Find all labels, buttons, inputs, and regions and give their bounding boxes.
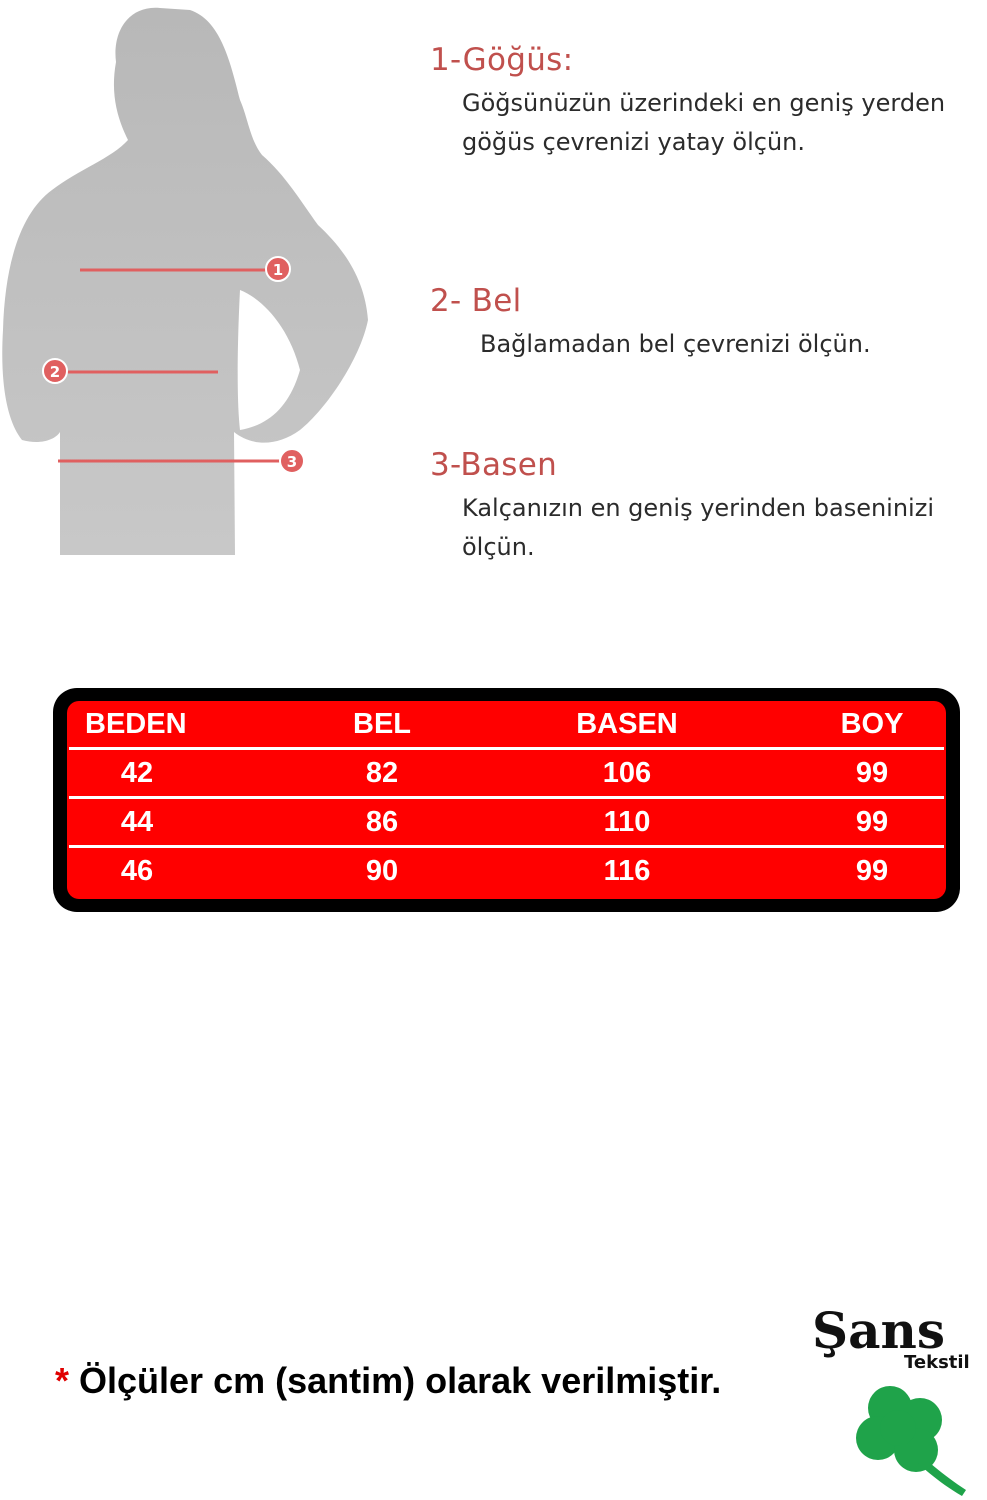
guide-waist-text: [480, 325, 985, 364]
cell-size: 44: [120, 805, 154, 838]
cell-length: 99: [855, 756, 889, 789]
units-note: [55, 1360, 721, 1402]
guide-hip-line-1: Kalçanızın en geniş yerinden baseninizi: [462, 494, 934, 522]
table-row: [67, 750, 946, 796]
body-silhouette-figure: [0, 0, 390, 570]
cell-waist: 86: [365, 805, 399, 838]
header-boy: BOY: [840, 707, 904, 740]
cell-size: 42: [120, 756, 154, 789]
logo-name: Şans: [812, 1301, 946, 1360]
marker-3-label: 3: [286, 453, 298, 471]
guide-hip: [430, 447, 967, 567]
cell-waist: 90: [365, 854, 399, 887]
guide-hip-line-2: ölçün.: [462, 533, 535, 561]
guide-chest-text: [462, 84, 967, 162]
marker-3: [280, 449, 304, 473]
note-text: Ölçüler cm (santim) olarak verilmiştir.: [79, 1360, 722, 1401]
cell-waist: 82: [365, 756, 399, 789]
guide-waist: [430, 283, 985, 364]
table-header-row: [67, 701, 946, 747]
table-row: [67, 848, 946, 894]
guide-hip-title: 3-Basen: [430, 447, 558, 483]
guide-chest: [430, 42, 967, 162]
sans-tekstil-logo: [808, 1300, 987, 1500]
header-basen: BASEN: [576, 707, 678, 740]
table-row: [67, 799, 946, 845]
guide-chest-title: 1-Göğüs:: [430, 42, 574, 78]
guide-waist-title: 2- Bel: [430, 283, 522, 319]
marker-1-label: 1: [272, 261, 284, 279]
silhouette-shape: [2, 8, 368, 555]
guide-hip-text: [462, 489, 967, 567]
marker-1: [266, 257, 290, 281]
marker-2-label: 2: [49, 363, 61, 381]
marker-2: [43, 359, 67, 383]
header-bel: BEL: [353, 707, 411, 740]
size-table: [53, 688, 960, 912]
logo-sub: Tekstil: [904, 1352, 970, 1373]
size-table-body: [67, 701, 946, 899]
cell-length: 99: [855, 854, 889, 887]
guide-chest-line-1: Göğsünüzün üzerindeki en geniş yerden: [462, 89, 946, 117]
clover-icon: [856, 1386, 966, 1496]
cell-hip: 106: [602, 756, 652, 789]
cell-hip: 110: [603, 805, 651, 838]
note-asterisk: *: [55, 1360, 70, 1401]
guide-chest-line-2: göğüs çevrenizi yatay ölçün.: [462, 128, 805, 156]
cell-size: 46: [120, 854, 154, 887]
cell-length: 99: [855, 805, 889, 838]
header-beden: BEDEN: [85, 707, 187, 740]
guide-waist-line-1: Bağlamadan bel çevrenizi ölçün.: [480, 330, 871, 358]
cell-hip: 116: [603, 854, 651, 887]
